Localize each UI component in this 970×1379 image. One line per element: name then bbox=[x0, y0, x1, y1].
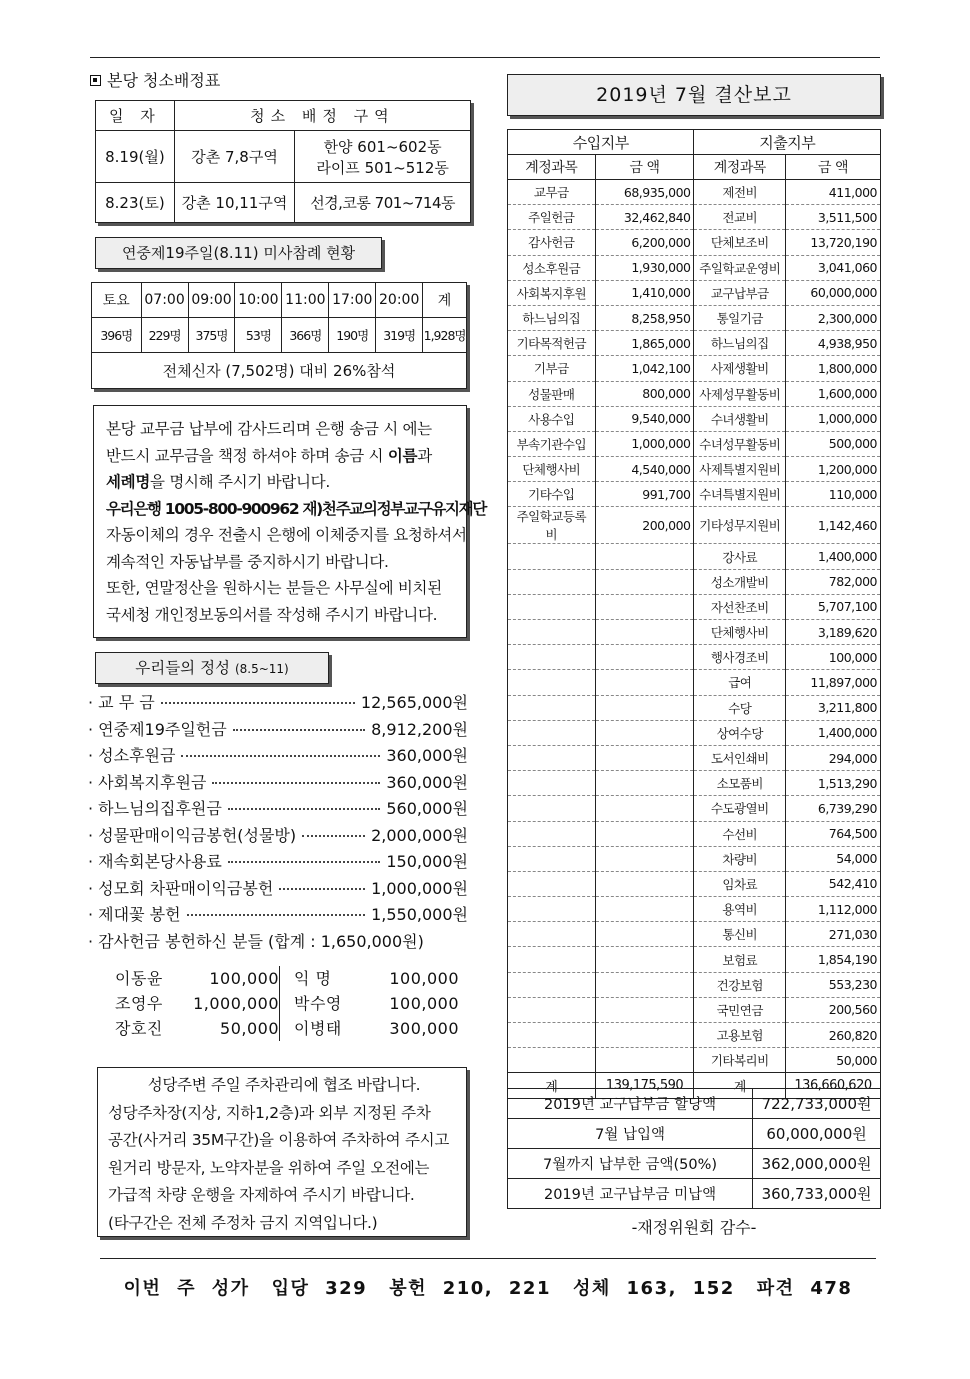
list-item: 장호진 50,000 bbox=[115, 1019, 279, 1038]
finance-report-title: 2019년 7월 결산보고 bbox=[507, 74, 881, 116]
square-bullet-icon bbox=[90, 75, 101, 86]
list-item: · 성소후원금 360,000원 bbox=[88, 746, 468, 765]
parking-heading: 성당주변 주일 주차관리에 협조 바랍니다. bbox=[147, 1076, 421, 1094]
finance-table: 수입지부 지출지부 계정과목 금 액 계정과목 금 액 교무금 68,935,000 제전비 411,000 주일헌금 32,462,840 전교비 3,511,500 감사헌금 6,200,000 단체보조비 13,720,190 성소후원금 1,930,000 주일학교운영비 3,041,060 사회복지후원 1,410,000 교구납부금 60,000,000 하느님의집 8,258,950 통일기금 2,300,000 기타목적헌금 1,865,000 하느님의집 4,938,950 기부금 1,042,100 사제생활비 1,800,000 성물판매 800,000 사제성무활동비 1,600,000 사용수입 9,540,000 수녀생활비 1,000,000 부속기관수입 1,000,000 수녀성무활동비 500,000 단체행사비 4,540,000 사제특별지원비 1,200,000 기타수입 991,700 수녀특별지원비 110,000 주일학교등록비 200,000 기타성무지원비 1,142,460 강사료 1,400,000 성소개발비 782,000 자선찬조비 5,707,100 단체행사비 3,189,620 행사경조비 100,000 급여 11,897,000 수당 3,211,800 상여수당 1,400,000 도서인쇄비 294,000 소모품비 1,513,290 수도광열비 6,739,290 수선비 764,500 차량비 54,000 임차료 542,410 용역비 1,112,000 통신비 271,030 보험료 1,854,190 건강보험 553,230 국민연금 200,560 고용보험 260,820 기타복리비 50,000 계 139,175,590 계 136,660,620 bbox=[507, 129, 881, 1099]
table-row: 2019년 교구납부금 미납액 360,733,000원 bbox=[508, 1179, 881, 1209]
table-row: 8.23(토) 강촌 10,11구역 선경,코롱 701~714동 bbox=[96, 183, 471, 223]
table-row: 8.19(월) 강촌 7,8구역 한양 601~602동 라이프 501~512동 bbox=[96, 131, 471, 183]
table-row: 자선찬조비 5,707,100 bbox=[508, 594, 881, 619]
table-row: 부속기관수입 1,000,000 수녀성무활동비 500,000 bbox=[508, 431, 881, 456]
cleaning-header-area: 청소 배정 구역 bbox=[174, 101, 470, 131]
list-item: · 교 무 금 12,565,000원 bbox=[88, 693, 468, 712]
table-row: 행사경조비 100,000 bbox=[508, 645, 881, 670]
table-row: 차량비 54,000 bbox=[508, 846, 881, 871]
list-item: · 연중제19주일헌금 8,912,200원 bbox=[88, 719, 468, 739]
diocese-payment-table bbox=[507, 1088, 881, 1209]
table-row: 상여수당 1,400,000 bbox=[508, 720, 881, 745]
table-row: 성소개발비 782,000 bbox=[508, 569, 881, 594]
table-row: 용역비 1,112,000 bbox=[508, 897, 881, 922]
list-item: 익 명 100,000 bbox=[294, 969, 459, 988]
table-row: 단체행사비 3,189,620 bbox=[508, 620, 881, 645]
offerings-title: 우리들의 정성 (8.5~11) bbox=[95, 652, 329, 684]
table-row: 기타목적헌금 1,865,000 하느님의집 4,938,950 bbox=[508, 331, 881, 356]
table-row: 성물판매 800,000 사제성무활동비 1,600,000 bbox=[508, 381, 881, 406]
donor-list bbox=[107, 966, 467, 1041]
offerings-list bbox=[88, 690, 468, 955]
bank-account: 우리은행 1005-800-900962 재)천주교의정부교구유지재단 bbox=[106, 499, 486, 518]
table-row: 감사헌금 6,200,000 단체보조비 13,720,190 bbox=[508, 230, 881, 255]
table-row: 성소후원금 1,930,000 주일학교운영비 3,041,060 bbox=[508, 255, 881, 280]
parking-notice-box: 성당주변 주일 주차관리에 협조 바랍니다. 성당주차장(지상, 지하1,2층)과 외부 지정된 주차 공간(사거리 35M구간)을 이용하여 주차하여 주시고 원거리 방문자, 노약자분을 위하여 주일 오전에는 가급적 차량 운행을 자제하여 주시기 바랍니다. (타구간은 전체 주정차 금지 지역입니다.) bbox=[97, 1067, 467, 1237]
table-row: 기타수입 991,700 수녀특별지원비 110,000 bbox=[508, 482, 881, 507]
attendance-summary: 전체신자 (7,502명) 대비 26%참석 bbox=[92, 353, 467, 389]
table-row: 사용수입 9,540,000 수녀생활비 1,000,000 bbox=[508, 406, 881, 431]
table-row: 강사료 1,400,000 bbox=[508, 544, 881, 569]
table-row: 수도광열비 6,739,290 bbox=[508, 796, 881, 821]
table-row: 고용보험 260,820 bbox=[508, 1023, 881, 1048]
list-item: · 제대꽃 봉헌 1,550,000원 bbox=[88, 905, 468, 924]
table-row: 단체행사비 4,540,000 사제특별지원비 1,200,000 bbox=[508, 457, 881, 482]
cleaning-table bbox=[95, 100, 471, 223]
table-row: 기부금 1,042,100 사제생활비 1,800,000 bbox=[508, 356, 881, 381]
table-row: 국민연금 200,560 bbox=[508, 997, 881, 1022]
list-item: · 성물판매이익금봉헌(성물방) 2,000,000원 bbox=[88, 825, 468, 845]
list-item: 조영우 1,000,000 bbox=[115, 994, 279, 1013]
list-item: 이동윤 100,000 bbox=[115, 969, 279, 988]
table-row: 통신비 271,030 bbox=[508, 922, 881, 947]
list-item: · 사회복지후원금 360,000원 bbox=[88, 772, 468, 792]
list-item: · 재속회본당사용료 150,000원 bbox=[88, 852, 468, 871]
tithe-notice-box: 본당 교무금 납부에 감사드리며 은행 송금 시 에는 반드시 교무금을 책정 하셔야 하며 송금 시 이름과 세례명을 명시해 주시기 바랍니다. 우리은행 1005-800-900962 재)천주교의정부교구유지재단 자동이체의 경우 전출시 은행에 이체중지를 요청하셔서 계속적인 자동납부를 중지하시기 바랍니다. 또한, 연말정산을 원하시는 분들은 사무실에 비치된 국세청 개인정보동의서를 작성해 주시기 바랍니다. bbox=[93, 405, 467, 638]
table-row: 교무금 68,935,000 제전비 411,000 bbox=[508, 180, 881, 205]
table-row: 7월까지 납부한 금액(50%) 362,000,000원 bbox=[508, 1149, 881, 1179]
table-row: 도서인쇄비 294,000 bbox=[508, 745, 881, 770]
list-item: · 하느님의집후원금 560,000원 bbox=[88, 799, 468, 818]
hymn-list: 이번 주 성가 입당 329 봉헌 210, 221 성체 163, 152 파견 478 bbox=[123, 1278, 853, 1299]
table-row: 급여 11,897,000 bbox=[508, 670, 881, 695]
table-row: 소모품비 1,513,290 bbox=[508, 771, 881, 796]
bottom-divider bbox=[100, 1258, 876, 1259]
mass-attendance-table: 토요 07:00 09:00 10:00 11:00 17:00 20:00 계 396명 229명 375명 53명 366명 190명 319명 1,928명 전체신자 (7,502명) 대비 26%참석 bbox=[91, 282, 467, 389]
table-row: 수선비 764,500 bbox=[508, 821, 881, 846]
table-row: 주일헌금 32,462,840 전교비 3,511,500 bbox=[508, 205, 881, 230]
cleaning-header-date: 일 자 bbox=[96, 101, 175, 131]
table-row: 하느님의집 8,258,950 통일기금 2,300,000 bbox=[508, 305, 881, 330]
table-row: 기타복리비 50,000 bbox=[508, 1048, 881, 1073]
finance-total-row: 계 139,175,590 계 136,660,620 bbox=[508, 1073, 881, 1099]
top-divider bbox=[90, 57, 880, 58]
table-row: 2019년 교구납부금 할당액 722,733,000원 bbox=[508, 1089, 881, 1119]
table-row: 7월 납입액 60,000,000원 bbox=[508, 1119, 881, 1149]
table-row: 건강보험 553,230 bbox=[508, 972, 881, 997]
table-row: 임차료 542,410 bbox=[508, 871, 881, 896]
table-row: 수당 3,211,800 bbox=[508, 695, 881, 720]
table-row: 보험료 1,854,190 bbox=[508, 947, 881, 972]
mass-attendance-title: 연중제19주일(8.11) 미사참례 현황 bbox=[95, 237, 382, 269]
cleaning-section-title: 본당 청소배정표 bbox=[90, 68, 220, 91]
list-item: 박수영 100,000 bbox=[294, 994, 459, 1013]
thanks-offering-heading: · 감사헌금 봉헌하신 분들 (합계 : 1,650,000원) bbox=[88, 931, 424, 951]
income-header: 수입지부 bbox=[508, 130, 694, 155]
table-row: 주일학교등록비 200,000 기타성무지원비 1,142,460 bbox=[508, 507, 881, 544]
table-row: 사회복지후원 1,410,000 교구납부금 60,000,000 bbox=[508, 280, 881, 305]
list-item: 이병태 300,000 bbox=[294, 1019, 459, 1038]
expense-header: 지출지부 bbox=[694, 130, 881, 155]
audit-note: -재정위원회 감수- bbox=[631, 1218, 757, 1237]
list-item: · 성모회 차판매이익금봉헌 1,000,000원 bbox=[88, 878, 468, 898]
